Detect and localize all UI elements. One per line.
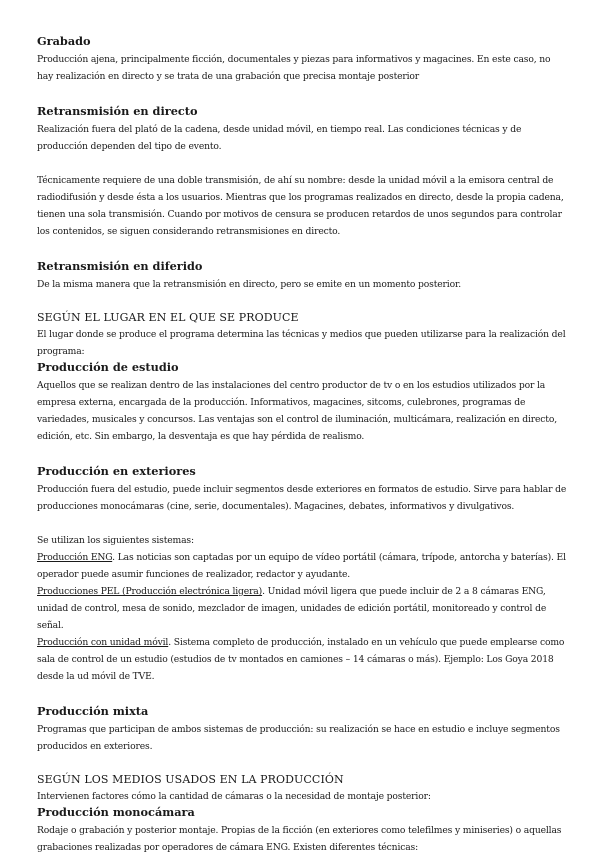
heading-produccion-monocamara: Producción monocámara xyxy=(37,805,195,819)
document-page xyxy=(37,34,567,856)
paragraph-produccion-estudio: Aquellos que se realizan dentro de las instalaciones del centro productor de tv o en los estudios utilizados por la empresa externa, encargada de la producción. Informativos, magacines, sitcoms, culebrones, programas de variedades, musicales y concursos. Las ventajas son el control de iluminación, multicámara, realización en directo, edición, etc. Sin embargo, la desventaja es que hay pérdida de realismo. xyxy=(37,380,557,442)
paragraph-medios-intro: Intervienen factores cómo la cantidad de cámaras o la necesidad de montaje posterior: xyxy=(37,791,431,802)
paragraph-produccion-exteriores: Producción fuera del estudio, puede incluir segmentos desde exteriores en formatos de estudio. Sirve para hablar de producciones monocámaras (cine, serie, documentales). Magacines, debates, informativos y divulgativos. xyxy=(37,484,567,512)
term-produccion-eng: Producción ENG xyxy=(37,552,113,563)
heading-grabado: Grabado xyxy=(37,34,91,48)
section-title-lugar: SEGÚN EL LUGAR EN EL QUE SE PRODUCE xyxy=(37,311,299,324)
paragraph-retransmision-directo-1: Realización fuera del plató de la cadena, desde unidad móvil, en tiempo real. Las condiciones técnicas y de producción dependen del tipo de evento. xyxy=(37,124,522,152)
text-produccion-pel: . Unidad móvil ligera que puede incluir de 2 a 8 cámaras ENG, unidad de control, mesa de sonido, mezclador de imagen, unidades de edición portátil, monitoreado y control de señal. xyxy=(37,586,547,631)
paragraph-lugar-intro: El lugar donde se produce el programa determina las técnicas y medios que pueden utilizarse para la realización del programa: xyxy=(37,329,566,357)
section-title-medios: SEGÚN LOS MEDIOS USADOS EN LA PRODUCCIÓN xyxy=(37,773,344,786)
heading-retransmision-directo: Retransmisión en directo xyxy=(37,104,198,118)
term-produccion-unidad-movil: Producción con unidad móvil xyxy=(37,637,169,648)
paragraph-grabado: Producción ajena, principalmente ficción, documentales y piezas para informativos y magacines. En este caso, no hay realización en directo y se trata de una grabación que precisa montaje posterior xyxy=(37,54,551,82)
paragraph-sistema-unidad-movil xyxy=(37,634,567,685)
paragraph-sistemas-intro: Se utilizan los siguientes sistemas: xyxy=(37,535,194,546)
text-produccion-unidad-movil: . Sistema completo de producción, instalado en un vehículo que puede emplearse como sala de control de un estudio (estudios de tv montados en camiones – 14 cámaras o más). Ejemplo: Los Goya 2018 desde la ud móvil de TVE. xyxy=(37,637,565,682)
heading-produccion-mixta: Producción mixta xyxy=(37,704,149,718)
term-produccion-pel: Producciones PEL (Producción electrónica ligera) xyxy=(37,586,263,597)
heading-retransmision-diferido: Retransmisión en diferido xyxy=(37,259,203,273)
paragraph-sistema-pel xyxy=(37,583,567,634)
text-produccion-eng: . Las noticias son captadas por un equipo de vídeo portátil (cámara, trípode, antorcha y baterías). El operador puede asumir funciones de realizador, redactor y ayudante. xyxy=(37,552,566,580)
paragraph-produccion-mixta: Programas que participan de ambos sistemas de producción: su realización se hace en estudio e incluye segmentos producidos en exteriores. xyxy=(37,724,560,752)
paragraph-produccion-monocamara: Rodaje o grabación y posterior montaje. Propias de la ficción (en exteriores como telefilmes y miniseries) o aquellas grabaciones realizadas por operadores de cámara ENG. Existen diferentes técnicas: xyxy=(37,825,562,853)
heading-produccion-exteriores: Producción en exteriores xyxy=(37,464,196,478)
heading-produccion-estudio: Producción de estudio xyxy=(37,360,179,374)
paragraph-retransmision-directo-2: Técnicamente requiere de una doble transmisión, de ahí su nombre: desde la unidad móvil a la emisora central de radiodifusión y desde ésta a los usuarios. Mientras que los programas realizados en directo, desde la propia cadena, tienen una sola transmisión. Cuando por motivos de censura se producen retardos de unos segundos para controlar los contenidos, se siguen considerando retransmisiones en directo. xyxy=(37,175,564,237)
paragraph-sistema-eng xyxy=(37,549,567,583)
paragraph-retransmision-diferido: De la misma manera que la retransmisión en directo, pero se emite en un momento posterior. xyxy=(37,279,461,290)
